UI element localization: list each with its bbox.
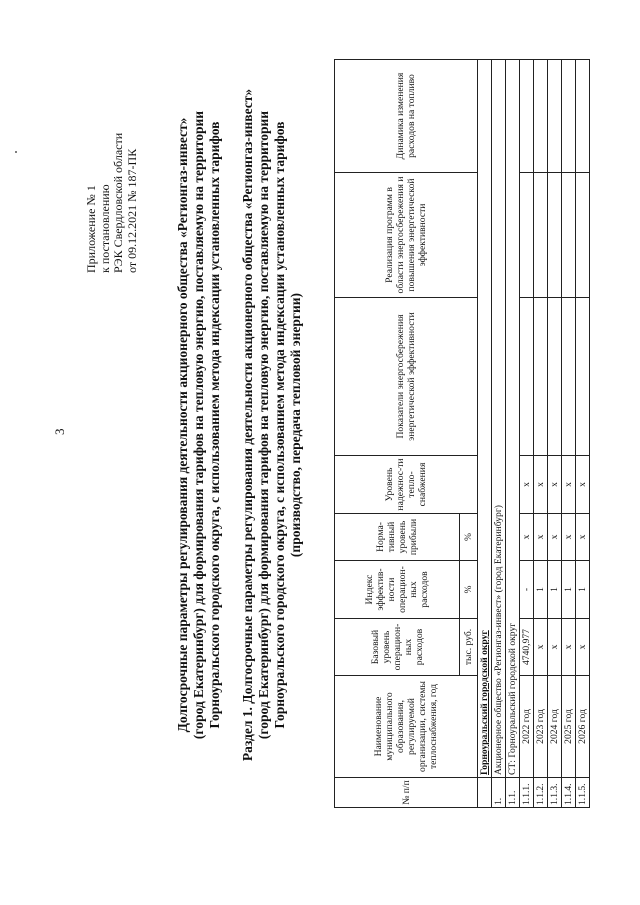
row-dynamics — [576, 60, 590, 173]
table-header-row — [335, 60, 460, 808]
row-base: x — [534, 619, 548, 676]
row-programs — [548, 173, 562, 298]
district-num-cell — [478, 778, 492, 808]
row-dynamics — [534, 60, 548, 173]
row-year: 2022 год — [520, 676, 534, 778]
table-row — [520, 60, 534, 808]
row-base: x — [576, 619, 590, 676]
row-year: 2023 год — [534, 676, 548, 778]
row-norm: x — [576, 514, 590, 561]
appendix-line: РЭК Свердловской области — [111, 132, 125, 273]
row-num: 1.1.2. — [534, 778, 548, 808]
row-year: 2024 год — [548, 676, 562, 778]
header-normative-profit: Норма-тивный уровень прибыли — [335, 514, 460, 561]
section-title-line: Раздел 1. Долгосрочные параметры регулирования деятельности акционерного общества «Регионгаз-инвест» — [240, 88, 255, 762]
row-energy — [562, 298, 576, 456]
row-index: 1 — [548, 561, 562, 619]
header-base-opex: Базовый уровень операцион-ных расходов — [335, 619, 460, 676]
row-num: 1.1.1. — [520, 778, 534, 808]
org-num: 1. — [492, 778, 506, 808]
row-reliability: x — [576, 456, 590, 514]
row-index: 1 — [562, 561, 576, 619]
page-number: 3 — [52, 428, 67, 435]
table-row — [562, 60, 576, 808]
row-energy — [548, 298, 562, 456]
row-dynamics — [548, 60, 562, 173]
row-year: 2026 год — [576, 676, 590, 778]
unit-norm: % — [460, 514, 478, 561]
system-name: СТ: Горноуральский городской округ — [506, 60, 520, 778]
org-name: Акционерное общество «Регионгаз-инвест» (город Екатеринбург) — [492, 60, 506, 778]
row-num: 1.1.5. — [576, 778, 590, 808]
row-programs — [534, 173, 548, 298]
row-base: x — [548, 619, 562, 676]
row-norm: x — [520, 514, 534, 561]
row-num: 1.1.4. — [562, 778, 576, 808]
row-programs — [520, 173, 534, 298]
header-fuel-dynamics: Динамика изменения расходов на топливо — [335, 60, 478, 173]
row-energy — [534, 298, 548, 456]
row-base: 4740,977 — [520, 619, 534, 676]
row-reliability: x — [548, 456, 562, 514]
row-dynamics — [562, 60, 576, 173]
unit-index: % — [460, 561, 478, 619]
system-num: 1.1. — [506, 778, 520, 808]
row-energy — [576, 298, 590, 456]
row-reliability: x — [562, 456, 576, 514]
row-programs — [576, 173, 590, 298]
row-norm: x — [562, 514, 576, 561]
title-line: Долгосрочные параметры регулирования деятельности акционерного общества «Регионгаз-инвест» — [175, 117, 190, 733]
section-title-line: (город Екатеринбург) для формирования тарифов на тепловую энергию, поставляемую на территории — [256, 110, 271, 740]
row-norm: x — [534, 514, 548, 561]
district-cell — [478, 60, 492, 778]
table-row-organization — [492, 60, 506, 808]
unit-base: тыс. руб. — [460, 619, 478, 676]
appendix-note — [85, 133, 139, 273]
row-index: - — [520, 561, 534, 619]
document-title — [175, 95, 223, 755]
row-energy — [520, 298, 534, 456]
appendix-line: к постановлению — [97, 184, 112, 273]
row-norm: x — [548, 514, 562, 561]
header-efficiency-index: Индекс эффектив-ности операцион-ных расходов — [335, 561, 460, 619]
section-title-line: Горноуральского городского округа, с использованием метода индексации установленных тарифов — [272, 121, 287, 729]
section-title — [240, 75, 304, 775]
title-line: (город Екатеринбург) для формирования тарифов на тепловую энергию, поставляемую на территории — [191, 110, 206, 740]
section-title-line: (производство, передача тепловой энергии) — [288, 292, 303, 558]
header-num: № п/п — [335, 778, 478, 808]
row-reliability: x — [534, 456, 548, 514]
table-row-district — [478, 60, 492, 808]
row-index: 1 — [534, 561, 548, 619]
row-programs — [562, 173, 576, 298]
title-line: Горноуральского городского округа, с использованием метода индексации установленных тарифов — [207, 121, 222, 729]
appendix-line: Приложение № 1 — [84, 185, 98, 273]
appendix-line: от 09.12.2021 № 187-ПК — [124, 148, 139, 273]
row-num: 1.1.3. — [548, 778, 562, 808]
row-reliability: x — [520, 456, 534, 514]
row-dynamics — [520, 60, 534, 173]
district-label: Горноуральский городской округ — [479, 630, 490, 775]
table-row — [548, 60, 562, 808]
row-year: 2025 год — [562, 676, 576, 778]
row-base: x — [562, 619, 576, 676]
header-name: Наименование муниципального образования, регулируемой организации, системы теплоснабжения, год — [335, 676, 478, 778]
table-row — [534, 60, 548, 808]
scan-speck — [15, 151, 17, 153]
header-programs: Реализация программ в области энергосбережения и повышения энергетической эффективности — [335, 173, 478, 298]
row-index: 1 — [576, 561, 590, 619]
header-energy-saving: Показатели энергосбережения энергетической эффективности — [335, 298, 478, 456]
header-reliability: Уровень надежнос-ти тепло-снабжения — [335, 456, 478, 514]
table-row — [576, 60, 590, 808]
table-row-system — [506, 60, 520, 808]
parameters-table — [334, 59, 590, 808]
